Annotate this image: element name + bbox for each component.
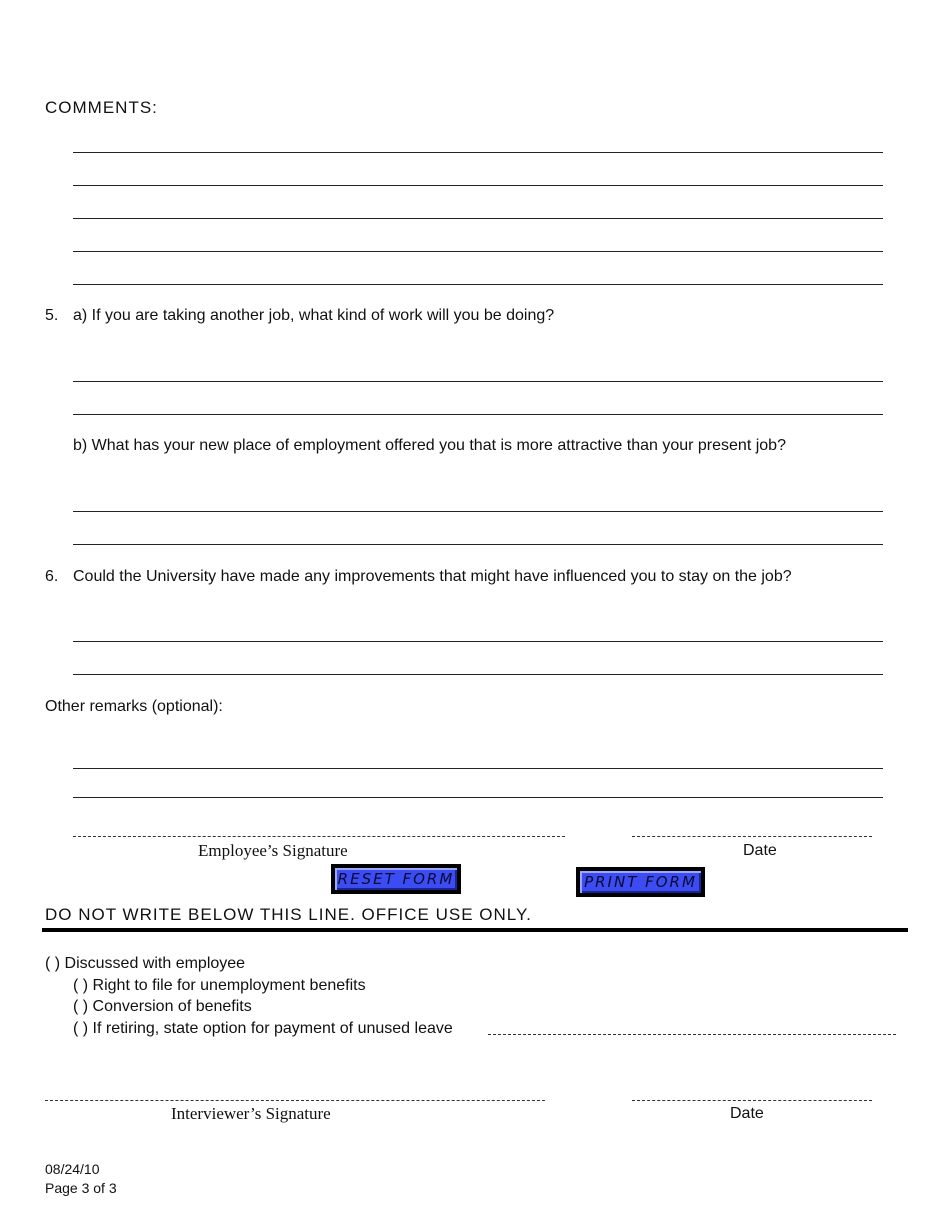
answer-5a-line-1[interactable]: [73, 381, 883, 382]
answer-5b-line-1[interactable]: [73, 511, 883, 512]
comments-label: COMMENTS:: [45, 98, 158, 117]
question-6-number: 6.: [45, 568, 59, 585]
comments-line-2[interactable]: [73, 185, 883, 186]
revision-date: 08/24/10: [45, 1161, 100, 1177]
interviewer-date-line[interactable]: [632, 1100, 872, 1101]
page-number: Page 3 of 3: [45, 1180, 117, 1196]
answer-6-line-2[interactable]: [73, 674, 883, 675]
office-item-retiring[interactable]: ( ) If retiring, state option for payment of unused leave: [73, 1020, 453, 1037]
question-6-text: Could the University have made any improvements that might have influenced you to stay on the job?: [73, 568, 792, 585]
question-5b-text: b) What has your new place of employment offered you that is more attractive than your present job?: [73, 437, 786, 454]
reset-form-button[interactable]: RESET FORM: [332, 865, 460, 893]
question-5-number: 5.: [45, 307, 59, 324]
answer-5a-line-2[interactable]: [73, 414, 883, 415]
employee-date-label: Date: [743, 842, 777, 859]
employee-signature-label: Employee’s Signature: [198, 841, 348, 860]
office-item-discussed[interactable]: ( ) Discussed with employee: [45, 955, 246, 972]
comments-line-5[interactable]: [73, 284, 883, 285]
employee-signature-line[interactable]: [73, 836, 565, 837]
comments-line-4[interactable]: [73, 251, 883, 252]
question-5a-text: a) If you are taking another job, what kind of work will you be doing?: [73, 307, 555, 324]
retiring-option-line[interactable]: [488, 1034, 896, 1035]
other-remarks-label: Other remarks (optional):: [45, 698, 223, 715]
office-use-divider: [42, 928, 908, 932]
answer-6-line-1[interactable]: [73, 641, 883, 642]
office-item-unemployment[interactable]: ( ) Right to file for unemployment benefits: [73, 977, 366, 994]
interviewer-signature-line[interactable]: [45, 1100, 545, 1101]
interviewer-date-label: Date: [730, 1105, 764, 1122]
answer-5b-line-2[interactable]: [73, 544, 883, 545]
office-use-heading: DO NOT WRITE BELOW THIS LINE. OFFICE USE ONLY.: [45, 905, 532, 924]
employee-date-line[interactable]: [632, 836, 872, 837]
other-remarks-line-2[interactable]: [73, 797, 883, 798]
comments-line-3[interactable]: [73, 218, 883, 219]
print-form-button[interactable]: PRINT FORM: [577, 868, 704, 896]
office-item-conversion[interactable]: ( ) Conversion of benefits: [73, 998, 252, 1015]
comments-line-1[interactable]: [73, 152, 883, 153]
other-remarks-line-1[interactable]: [73, 768, 883, 769]
interviewer-signature-label: Interviewer’s Signature: [171, 1104, 331, 1123]
